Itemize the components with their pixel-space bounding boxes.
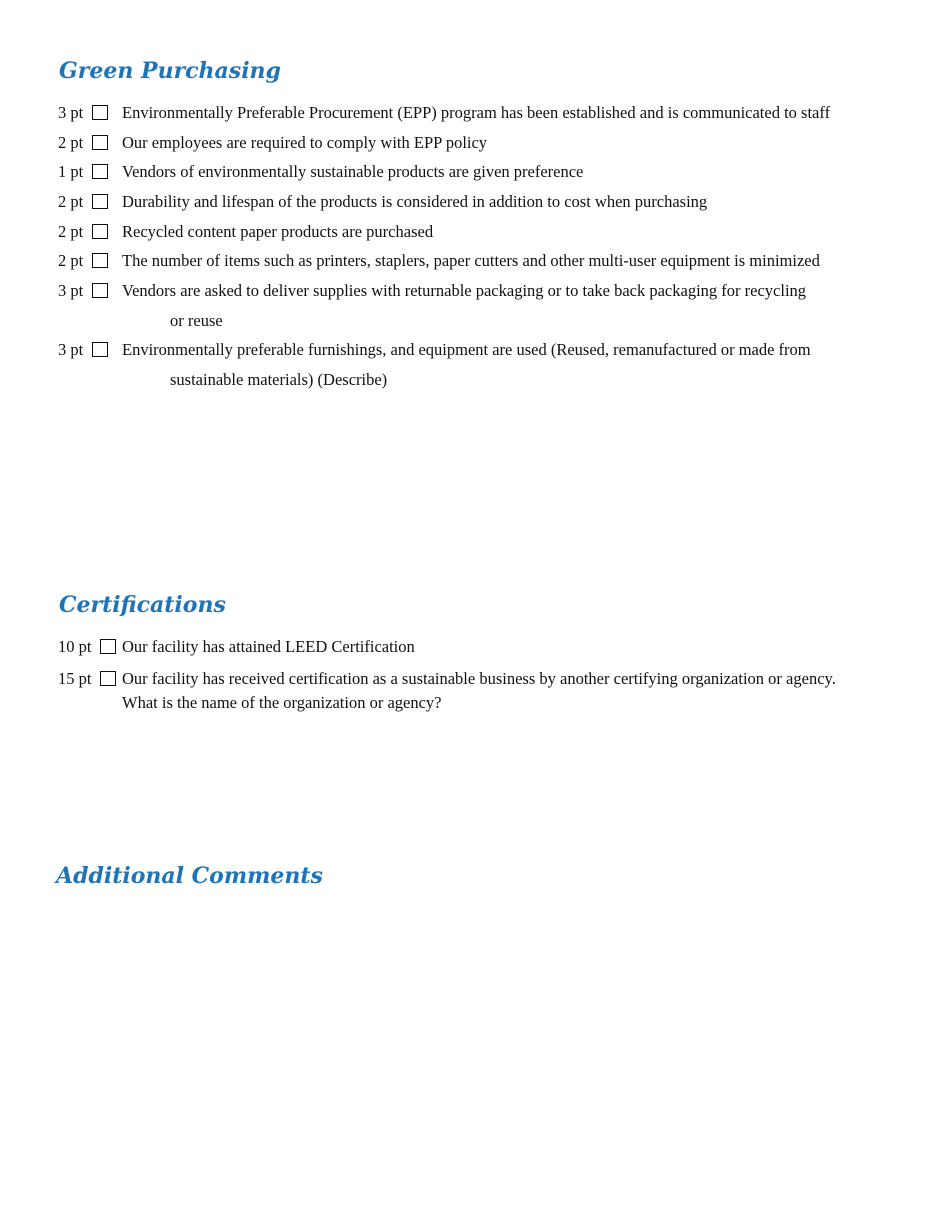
checkbox[interactable]	[100, 671, 116, 686]
additional-comments-heading: Additional Comments	[56, 863, 323, 889]
checkbox[interactable]	[92, 253, 108, 268]
item-text: Durability and lifespan of the products is considered in addition to cost when purchasing	[122, 192, 708, 211]
certifications-heading: Certifications	[59, 592, 226, 618]
checkbox[interactable]	[92, 342, 108, 357]
item-text: Our employees are required to comply with EPP policy	[122, 133, 488, 152]
item-text: Environmentally Preferable Procurement (EPP) program has been established and is communicated to staff	[122, 103, 831, 122]
points-label: 3 pt	[58, 340, 84, 359]
points-label: 1 pt	[58, 162, 84, 181]
item-text: The number of items such as printers, staplers, paper cutters and other multi-user equipment is minimized	[122, 251, 820, 270]
checkbox[interactable]	[92, 164, 108, 179]
points-label: 2 pt	[58, 222, 84, 241]
item-text-continuation: or reuse	[170, 311, 223, 330]
checkbox[interactable]	[92, 135, 108, 150]
checkbox[interactable]	[92, 224, 108, 239]
points-label: 3 pt	[58, 281, 84, 300]
green-purchasing-heading: Green Purchasing	[59, 58, 281, 84]
item-text-continuation: What is the name of the organization or agency?	[122, 693, 442, 712]
points-label: 3 pt	[58, 103, 84, 122]
checkbox[interactable]	[92, 194, 108, 209]
points-label: 10 pt	[58, 637, 92, 656]
points-label: 2 pt	[58, 251, 84, 270]
item-text: Recycled content paper products are purchased	[122, 222, 434, 241]
points-label: 2 pt	[58, 192, 84, 211]
item-text: Environmentally preferable furnishings, and equipment are used (Reused, remanufactured or made from	[122, 340, 811, 359]
checkbox[interactable]	[100, 639, 116, 654]
item-text-continuation: sustainable materials) (Describe)	[170, 370, 388, 389]
checkbox[interactable]	[92, 283, 108, 298]
item-text: Vendors of environmentally sustainable products are given preference	[122, 162, 584, 181]
points-label: 2 pt	[58, 133, 84, 152]
points-label: 15 pt	[58, 669, 92, 688]
item-text: Our facility has received certification as a sustainable business by another certifying organization or agency.	[122, 669, 836, 688]
checkbox[interactable]	[92, 105, 108, 120]
item-text: Vendors are asked to deliver supplies with returnable packaging or to take back packaging for recycling	[122, 281, 807, 300]
item-text: Our facility has attained LEED Certification	[122, 637, 415, 656]
